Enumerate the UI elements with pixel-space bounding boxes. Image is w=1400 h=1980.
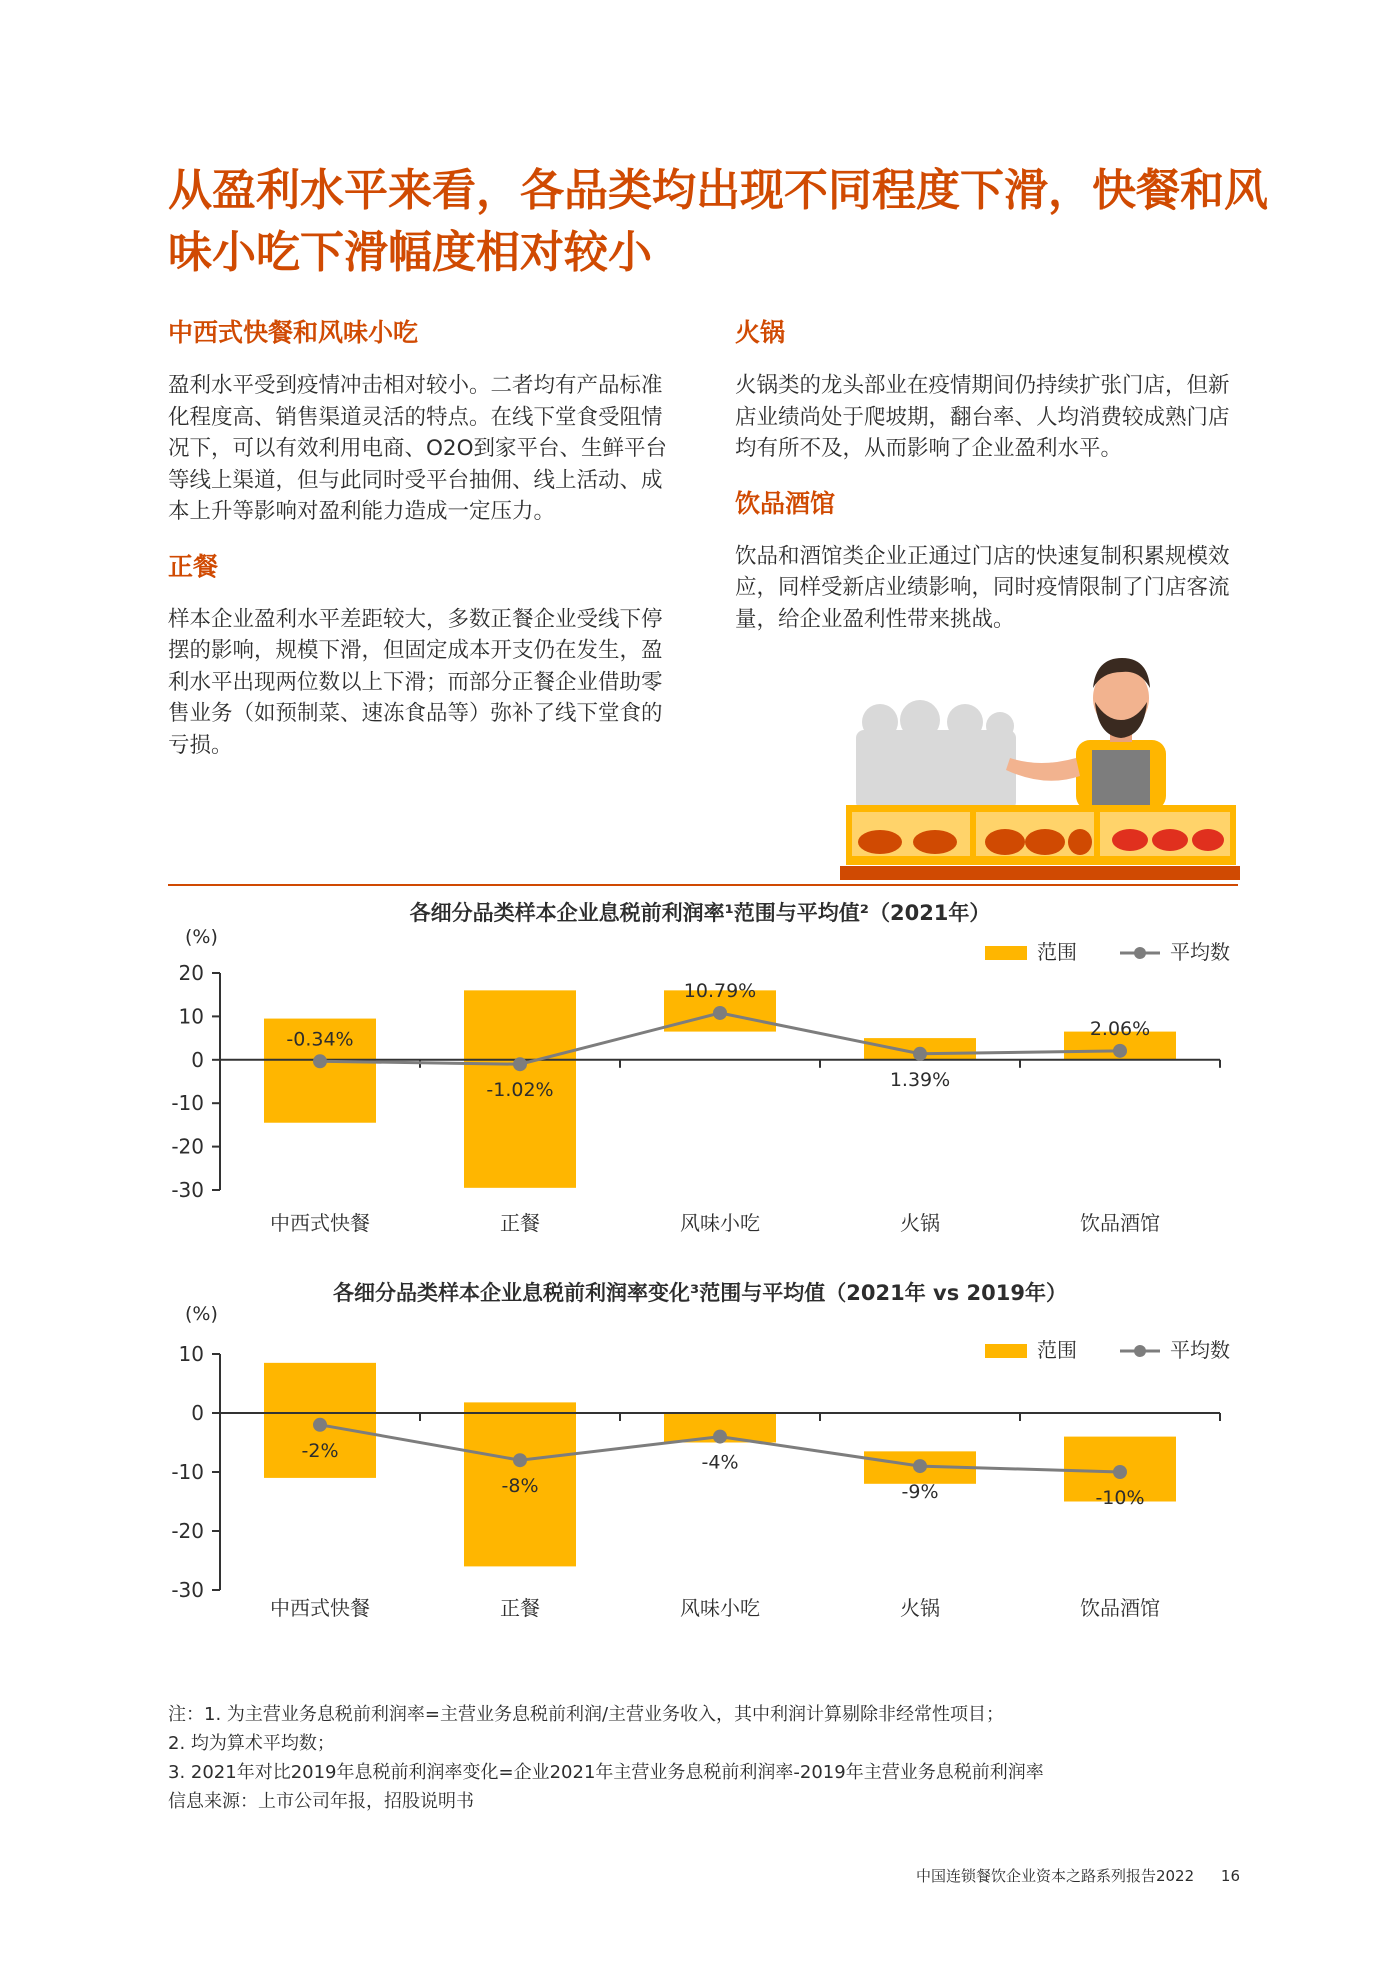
page-footer	[700, 1865, 1240, 1886]
y-tick-label: 10	[178, 1342, 204, 1366]
section-divider	[168, 884, 1238, 886]
data-label: -1.02%	[486, 1079, 554, 1102]
data-label: 10.79%	[683, 979, 757, 1002]
data-label: -0.34%	[286, 1028, 354, 1051]
footnote-line: 注：1. 为主营业务息税前利润率=主营业务息税前利润/主营业务收入，其中利润计算剔除非经常性项目；	[168, 1704, 1005, 1725]
section-body-formal-dining: 样本企业盈利水平差距较大，多数正餐企业受线下停摆的影响，规模下滑，但固定成本开支仍在发生，盈利水平出现两位数以上下滑；而部分正餐企业借助零售业务（如预制菜、速冻食品等）弥补了线下堂食的亏损。	[168, 606, 663, 758]
average-point	[713, 1006, 727, 1020]
data-label: -9%	[901, 1481, 939, 1504]
section-body-fast-food: 盈利水平受到疫情冲击相对较小。二者均有产品标准化程度高、销售渠道灵活的特点。在线下堂食受阻情况下，可以有效利用电商、O2O到家平台、生鲜平台等线上渠道，但与此同时受平台抽佣、线上活动、成本上升等影响对盈利能力造成一定压力。	[168, 373, 668, 524]
category-label: 饮品酒馆	[1080, 1211, 1160, 1235]
y-tick-label: -30	[171, 1578, 204, 1602]
category-label: 正餐	[500, 1211, 540, 1235]
chart-ebit-change-2021-vs-2019	[140, 1270, 1260, 1630]
legend-range-label: 范围	[1037, 940, 1077, 964]
data-label: -2%	[301, 1439, 339, 1462]
legend-range-label: 范围	[1037, 1338, 1077, 1362]
chef-figure	[1006, 658, 1166, 814]
legend-average-label: 平均数	[1170, 1338, 1230, 1362]
legend-range-swatch	[985, 946, 1027, 960]
average-point	[313, 1418, 327, 1432]
category-label: 饮品酒馆	[1080, 1596, 1160, 1620]
category-label: 中西式快餐	[270, 1596, 370, 1620]
average-point	[913, 1047, 927, 1061]
section-body-hotpot: 火锅类的龙头部业在疫情期间仍持续扩张门店，但新店业绩尚处于爬坡期，翻台率、人均消费较成熟门店均有所不及，从而影响了企业盈利水平。	[735, 373, 1230, 461]
y-tick-label: 10	[178, 1004, 204, 1029]
section-heading-hotpot: 火锅	[735, 318, 786, 347]
page-title: 从盈利水平来看，各品类均出现不同程度下滑，快餐和风味小吃下滑幅度相对较小	[168, 165, 1268, 278]
category-label: 火锅	[900, 1211, 940, 1235]
legend-average-marker	[1134, 1345, 1146, 1357]
y-tick-label: -20	[171, 1134, 204, 1159]
y-axis-unit: (%)	[185, 926, 218, 948]
y-tick-label: -30	[171, 1178, 204, 1202]
category-label: 风味小吃	[680, 1596, 760, 1620]
average-point	[1113, 1465, 1127, 1479]
data-label: -10%	[1095, 1487, 1145, 1509]
data-label: -4%	[701, 1451, 739, 1474]
category-label: 火锅	[900, 1596, 940, 1620]
average-point	[513, 1057, 527, 1071]
average-point	[313, 1054, 327, 1068]
legend-range-swatch	[985, 1344, 1027, 1358]
section-body-drinks: 饮品和酒馆类企业正通过门店的快速复制积累规模效应，同样受新店业绩影响，同时疫情限制了门店客流量，给企业盈利性带来挑战。	[735, 543, 1230, 632]
average-point	[713, 1430, 727, 1444]
category-label: 正餐	[500, 1596, 540, 1620]
data-label: -8%	[501, 1475, 539, 1498]
section-heading-drinks: 饮品酒馆	[735, 488, 836, 518]
chart-title: 各细分品类样本企业息税前利润率¹范围与平均值²（2021年）	[409, 901, 991, 925]
chart-ebit-change-svg	[140, 1270, 1260, 1630]
y-tick-label: 20	[178, 961, 204, 985]
chart-ebit-margin-2021	[140, 890, 1260, 1270]
source-line: 信息来源：上市公司年报，招股说明书	[168, 1791, 474, 1812]
footnotes	[168, 1700, 1268, 1816]
right-column	[735, 316, 1250, 657]
food-display-counter	[840, 805, 1240, 880]
data-label: 2.06%	[1089, 1017, 1151, 1040]
y-tick-label: 0	[191, 1047, 204, 1072]
report-name: 中国连锁餐饮企业资本之路系列报告2022	[915, 1867, 1195, 1885]
section-heading-fast-food: 中西式快餐和风味小吃	[168, 318, 419, 347]
section-heading-formal-dining: 正餐	[168, 551, 219, 581]
legend-average-marker	[1134, 947, 1146, 959]
chart-ebit-margin-2021-svg	[140, 890, 1260, 1270]
chart-title: 各细分品类样本企业息税前利润率变化³范围与平均值（2021年 vs 2019年）	[333, 1281, 1067, 1305]
page-number: 16	[1220, 1867, 1240, 1885]
category-label: 风味小吃	[680, 1211, 760, 1235]
footnote-line: 3. 2021年对比2019年息税前利润率变化=企业2021年主营业务息税前利润率-2019年主营业务息税前利润率	[168, 1762, 1044, 1783]
category-label: 中西式快餐	[270, 1211, 370, 1235]
y-tick-label: -10	[171, 1460, 204, 1484]
y-tick-label: 0	[191, 1401, 204, 1425]
data-label: 1.39%	[889, 1068, 951, 1091]
average-point	[913, 1459, 927, 1473]
y-tick-label: -10	[171, 1091, 204, 1116]
left-column	[168, 316, 683, 783]
chef-counter-illustration	[840, 640, 1240, 890]
cookware-silhouette	[856, 700, 1016, 810]
footnote-line: 2. 均为算术平均数；	[168, 1733, 335, 1754]
y-tick-label: -20	[171, 1519, 204, 1543]
legend-average-label: 平均数	[1170, 940, 1230, 964]
y-axis-unit: (%)	[185, 1303, 218, 1325]
average-point	[1113, 1044, 1127, 1058]
average-point	[513, 1453, 527, 1467]
